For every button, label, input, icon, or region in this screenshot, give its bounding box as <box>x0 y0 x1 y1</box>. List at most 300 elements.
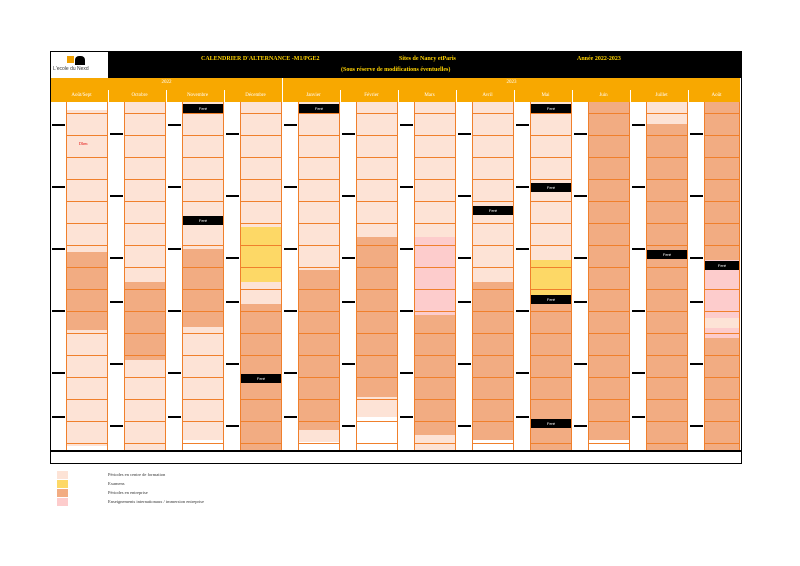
week-line <box>589 333 629 334</box>
week-line <box>415 289 455 290</box>
week-line <box>473 135 513 136</box>
week-marker <box>574 133 587 135</box>
week-line <box>705 113 739 114</box>
period-block <box>183 327 223 440</box>
week-line <box>473 289 513 290</box>
week-line <box>531 113 571 114</box>
week-line <box>531 201 571 202</box>
logo-square-icon <box>67 56 74 63</box>
week-line <box>125 201 165 202</box>
period-block <box>299 430 339 442</box>
week-line <box>183 179 223 180</box>
week-line <box>705 157 739 158</box>
month-header <box>689 90 741 102</box>
week-line <box>589 443 629 444</box>
week-line <box>125 311 165 312</box>
week-line <box>357 311 397 312</box>
period-block <box>357 102 397 237</box>
week-marker <box>226 363 239 365</box>
week-line <box>531 157 571 158</box>
week-line <box>705 377 739 378</box>
month-header <box>225 90 283 102</box>
week-marker <box>342 363 355 365</box>
week-line <box>647 113 687 114</box>
holiday-label: Feré <box>647 250 687 259</box>
week-marker <box>284 186 297 188</box>
week-line <box>589 311 629 312</box>
legend-swatch <box>57 480 68 488</box>
column-divider <box>588 102 589 450</box>
month-column <box>473 102 513 450</box>
week-line <box>647 355 687 356</box>
week-line <box>647 443 687 444</box>
week-line <box>589 113 629 114</box>
week-line <box>473 333 513 334</box>
week-line <box>357 443 397 444</box>
week-marker <box>342 257 355 259</box>
month-column <box>357 102 397 450</box>
week-line <box>589 355 629 356</box>
week-line <box>357 399 397 400</box>
week-line <box>241 311 281 312</box>
week-line <box>473 179 513 180</box>
week-line <box>67 267 107 268</box>
week-marker <box>110 425 123 427</box>
week-line <box>473 223 513 224</box>
month-label: Mars <box>424 93 435 98</box>
week-line <box>67 157 107 158</box>
week-marker <box>632 124 645 126</box>
week-marker <box>168 416 181 418</box>
holiday-label: Feré <box>473 206 513 215</box>
week-line <box>125 443 165 444</box>
week-line <box>473 443 513 444</box>
week-line <box>531 135 571 136</box>
period-block <box>125 282 165 360</box>
legend-label: Périodes en centre de formation <box>108 472 166 477</box>
week-line <box>299 377 339 378</box>
week-line <box>357 135 397 136</box>
week-line <box>415 355 455 356</box>
week-line <box>589 223 629 224</box>
week-line <box>125 135 165 136</box>
week-marker <box>574 425 587 427</box>
holiday-label: Feré <box>531 183 571 192</box>
week-marker <box>226 133 239 135</box>
year-label: Année 2022-2023 <box>577 56 621 62</box>
week-marker <box>52 186 65 188</box>
column-divider <box>240 102 241 450</box>
legend-label: Périodes en entreprise <box>108 490 148 495</box>
week-line <box>589 201 629 202</box>
month-header <box>573 90 631 102</box>
week-line <box>705 289 739 290</box>
week-marker <box>226 195 239 197</box>
week-line <box>299 355 339 356</box>
week-marker <box>226 425 239 427</box>
week-line <box>473 201 513 202</box>
week-marker <box>458 301 471 303</box>
month-column <box>705 102 739 450</box>
month-label: Juin <box>599 93 608 98</box>
week-line <box>183 399 223 400</box>
week-line <box>67 223 107 224</box>
column-divider <box>687 102 688 450</box>
week-line <box>241 201 281 202</box>
week-marker <box>284 124 297 126</box>
week-line <box>357 201 397 202</box>
week-line <box>415 179 455 180</box>
week-marker <box>168 248 181 250</box>
week-line <box>705 135 739 136</box>
week-marker <box>168 186 181 188</box>
period-block <box>299 270 339 430</box>
column-divider <box>182 102 183 450</box>
sites-label: Sites de Nancy etParis <box>399 56 456 62</box>
week-line <box>241 179 281 180</box>
week-line <box>589 245 629 246</box>
week-marker <box>110 257 123 259</box>
column-divider <box>513 102 514 450</box>
week-line <box>357 223 397 224</box>
week-marker <box>458 133 471 135</box>
week-line <box>299 443 339 444</box>
week-line <box>183 289 223 290</box>
period-block <box>67 110 107 260</box>
week-marker <box>110 133 123 135</box>
week-line <box>67 377 107 378</box>
week-line <box>241 355 281 356</box>
week-line <box>705 311 739 312</box>
week-line <box>531 443 571 444</box>
week-line <box>415 421 455 422</box>
week-line <box>125 421 165 422</box>
week-marker <box>168 372 181 374</box>
holiday-label: Feré <box>531 104 571 113</box>
column-divider <box>571 102 572 450</box>
week-line <box>67 399 107 400</box>
week-line <box>531 267 571 268</box>
week-line <box>67 179 107 180</box>
period-block <box>241 102 281 227</box>
week-line <box>647 135 687 136</box>
week-line <box>299 333 339 334</box>
period-block <box>473 282 513 440</box>
legend-swatch <box>57 489 68 497</box>
week-marker <box>226 257 239 259</box>
week-line <box>183 157 223 158</box>
week-marker <box>516 372 529 374</box>
column-divider <box>397 102 398 450</box>
week-line <box>125 267 165 268</box>
holiday-label: Feré <box>241 374 281 383</box>
week-line <box>67 443 107 444</box>
week-line <box>125 223 165 224</box>
month-column <box>241 102 281 450</box>
week-line <box>589 135 629 136</box>
week-marker <box>690 363 703 365</box>
week-line <box>241 399 281 400</box>
week-marker <box>458 363 471 365</box>
week-marker <box>342 301 355 303</box>
week-line <box>67 289 107 290</box>
month-label: Octobre <box>131 93 148 98</box>
week-line <box>589 157 629 158</box>
week-marker <box>400 416 413 418</box>
week-line <box>473 113 513 114</box>
week-line <box>183 311 223 312</box>
month-column <box>125 102 165 450</box>
week-line <box>183 135 223 136</box>
week-line <box>415 399 455 400</box>
column-divider <box>356 102 357 450</box>
week-marker <box>110 301 123 303</box>
week-line <box>473 157 513 158</box>
week-line <box>705 223 739 224</box>
week-line <box>125 355 165 356</box>
column-divider <box>472 102 473 450</box>
week-line <box>125 157 165 158</box>
week-line <box>647 179 687 180</box>
week-line <box>647 421 687 422</box>
week-line <box>299 267 339 268</box>
year-2022-row: 2022 <box>51 78 283 90</box>
week-line <box>415 245 455 246</box>
week-line <box>531 399 571 400</box>
week-line <box>705 399 739 400</box>
month-header <box>167 90 225 102</box>
week-marker <box>516 248 529 250</box>
week-line <box>241 157 281 158</box>
column-divider <box>339 102 340 450</box>
week-marker <box>110 195 123 197</box>
school-logo <box>51 52 108 78</box>
week-marker <box>632 372 645 374</box>
week-line <box>299 179 339 180</box>
column-divider <box>530 102 531 450</box>
month-header <box>109 90 167 102</box>
week-marker <box>342 133 355 135</box>
week-line <box>473 267 513 268</box>
week-line <box>473 355 513 356</box>
column-divider <box>124 102 125 450</box>
week-line <box>589 399 629 400</box>
month-column <box>415 102 455 450</box>
week-line <box>531 355 571 356</box>
legend-swatch <box>57 471 68 479</box>
week-marker <box>632 248 645 250</box>
week-marker <box>516 124 529 126</box>
week-line <box>67 311 107 312</box>
week-line <box>357 113 397 114</box>
month-label: Novembre <box>186 93 209 98</box>
week-line <box>647 223 687 224</box>
legend-label: Enseignements internationaux / immersion entreprise <box>108 499 204 504</box>
period-block <box>415 102 455 237</box>
week-line <box>241 289 281 290</box>
week-line <box>415 311 455 312</box>
week-line <box>183 201 223 202</box>
week-line <box>241 113 281 114</box>
month-label: Décembre <box>245 93 266 98</box>
week-marker <box>574 195 587 197</box>
week-line <box>415 201 455 202</box>
week-marker <box>690 133 703 135</box>
month-column <box>531 102 571 450</box>
week-line <box>589 377 629 378</box>
week-marker <box>458 195 471 197</box>
week-line <box>241 135 281 136</box>
month-label: Août <box>711 93 722 98</box>
month-header <box>457 90 515 102</box>
week-marker <box>632 310 645 312</box>
holiday-label: Feré <box>183 216 223 225</box>
week-line <box>299 113 339 114</box>
column-divider <box>223 102 224 450</box>
month-label: Mai <box>541 93 550 98</box>
week-line <box>183 267 223 268</box>
week-marker <box>226 301 239 303</box>
week-line <box>67 333 107 334</box>
week-line <box>647 245 687 246</box>
week-line <box>415 267 455 268</box>
week-line <box>357 179 397 180</box>
holiday-label: Feré <box>299 104 339 113</box>
subtitle: (Sous réserve de modifications éventuelles) <box>341 67 451 73</box>
week-line <box>183 421 223 422</box>
period-block <box>241 227 281 282</box>
week-line <box>299 223 339 224</box>
week-line <box>183 443 223 444</box>
week-line <box>473 245 513 246</box>
month-column <box>183 102 223 450</box>
week-line <box>241 333 281 334</box>
week-line <box>299 399 339 400</box>
legend-label: Examens <box>108 481 125 486</box>
week-line <box>589 289 629 290</box>
week-line <box>415 377 455 378</box>
period-block <box>241 282 281 304</box>
week-line <box>647 333 687 334</box>
month-header <box>283 90 341 102</box>
holiday-label: Feré <box>531 419 571 428</box>
week-line <box>183 355 223 356</box>
week-line <box>705 355 739 356</box>
column-divider <box>629 102 630 450</box>
column-divider <box>165 102 166 450</box>
week-marker <box>574 363 587 365</box>
week-line <box>705 421 739 422</box>
period-block <box>705 102 739 260</box>
month-label: Août/Sept <box>71 93 92 98</box>
week-marker <box>52 310 65 312</box>
period-block <box>183 102 223 249</box>
week-marker <box>400 186 413 188</box>
column-divider <box>107 102 108 450</box>
month-column <box>299 102 339 450</box>
week-marker <box>400 310 413 312</box>
week-line <box>357 245 397 246</box>
week-line <box>299 421 339 422</box>
week-line <box>357 333 397 334</box>
week-line <box>531 289 571 290</box>
week-line <box>125 289 165 290</box>
week-line <box>241 443 281 444</box>
week-line <box>415 443 455 444</box>
period-block <box>473 102 513 282</box>
period-block <box>67 252 107 330</box>
week-line <box>125 245 165 246</box>
period-block <box>183 249 223 327</box>
week-line <box>473 311 513 312</box>
week-line <box>531 179 571 180</box>
bottom-rule <box>51 450 741 452</box>
week-line <box>705 333 739 334</box>
week-marker <box>342 195 355 197</box>
month-column <box>67 102 107 450</box>
period-block <box>357 397 397 417</box>
period-block <box>415 237 455 315</box>
week-line <box>415 333 455 334</box>
week-marker <box>574 301 587 303</box>
calendar-title: CALENDRIER D'ALTERNANCE -M1/PGE2 <box>201 56 320 62</box>
week-line <box>531 311 571 312</box>
week-marker <box>690 301 703 303</box>
column-divider <box>704 102 705 450</box>
period-block <box>531 102 571 260</box>
logo-shape-icon <box>75 56 85 65</box>
red-note: Dlrm <box>79 141 88 146</box>
month-header <box>515 90 573 102</box>
week-marker <box>400 124 413 126</box>
week-marker <box>168 124 181 126</box>
week-line <box>299 245 339 246</box>
column-divider <box>739 102 740 450</box>
week-line <box>589 267 629 268</box>
week-line <box>125 333 165 334</box>
month-header <box>51 90 109 102</box>
period-block <box>647 124 687 450</box>
week-line <box>589 421 629 422</box>
week-line <box>357 421 397 422</box>
week-line <box>299 157 339 158</box>
week-line <box>299 289 339 290</box>
month-column <box>647 102 687 450</box>
holiday-label: Feré <box>183 104 223 113</box>
week-line <box>415 113 455 114</box>
week-line <box>473 421 513 422</box>
week-line <box>531 245 571 246</box>
week-line <box>647 311 687 312</box>
period-block <box>357 237 397 397</box>
week-line <box>299 135 339 136</box>
week-line <box>241 245 281 246</box>
week-marker <box>632 186 645 188</box>
period-block <box>589 102 629 440</box>
week-line <box>531 333 571 334</box>
week-marker <box>52 124 65 126</box>
week-line <box>67 113 107 114</box>
week-line <box>647 377 687 378</box>
week-line <box>705 443 739 444</box>
week-line <box>473 399 513 400</box>
week-marker <box>168 310 181 312</box>
week-line <box>125 399 165 400</box>
week-line <box>125 113 165 114</box>
week-marker <box>516 186 529 188</box>
week-line <box>299 201 339 202</box>
week-marker <box>574 257 587 259</box>
